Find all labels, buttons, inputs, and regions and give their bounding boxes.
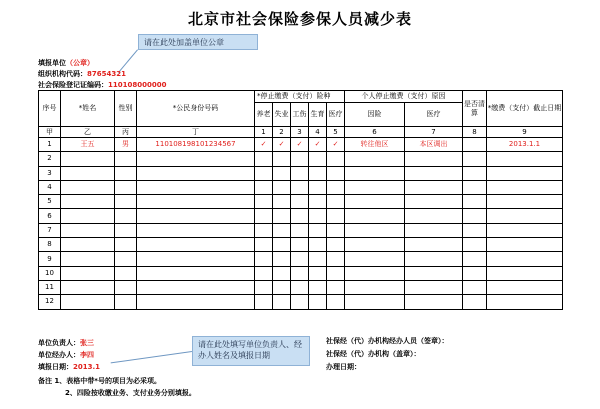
table-cell <box>463 223 487 237</box>
unit-line <box>38 58 94 68</box>
table-cell <box>327 223 345 237</box>
table-cell <box>463 252 487 266</box>
reg-code-line <box>38 80 166 90</box>
table-cell <box>115 180 137 194</box>
table-row <box>39 138 563 152</box>
reduction-table <box>38 90 563 310</box>
table-cell <box>405 195 463 209</box>
table-cell <box>115 252 137 266</box>
table-cell <box>115 152 137 166</box>
table-cell <box>327 152 345 166</box>
table-cell <box>487 266 563 280</box>
table-cell <box>61 180 115 194</box>
row-number: 3 <box>39 166 61 180</box>
table-cell <box>291 166 309 180</box>
table-cell <box>327 209 345 223</box>
table-cell <box>137 280 255 294</box>
table-cell <box>115 238 137 252</box>
table-cell <box>273 152 291 166</box>
table-cell <box>345 223 405 237</box>
row-number: 1 <box>39 138 61 152</box>
table-cell <box>309 152 327 166</box>
table-cell: 王五 <box>61 138 115 152</box>
org-code-label: 组织机构代码： <box>38 70 87 78</box>
table-cell <box>255 152 273 166</box>
column-label: 8 <box>463 127 487 138</box>
table-cell <box>291 238 309 252</box>
note-1: 备注 1、表格中带*号的项目为必采项。 <box>38 377 161 385</box>
table-cell <box>61 295 115 309</box>
row-number: 8 <box>39 238 61 252</box>
table-cell <box>405 280 463 294</box>
column-label: 2 <box>273 127 291 138</box>
header-medical: 医疗 <box>327 103 345 127</box>
fill-date-line <box>38 362 100 372</box>
handler-label: 单位经办人： <box>38 351 80 359</box>
table-cell <box>255 180 273 194</box>
table-cell <box>273 238 291 252</box>
table-row <box>39 195 563 209</box>
table-cell: ✓ <box>273 138 291 152</box>
column-label: 7 <box>405 127 463 138</box>
table-row <box>39 166 563 180</box>
table-cell <box>255 238 273 252</box>
table-cell <box>309 195 327 209</box>
row-number: 5 <box>39 195 61 209</box>
header-end-date: *缴费（支付）截止日期 <box>487 91 563 127</box>
table-cell <box>273 295 291 309</box>
table-row <box>39 280 563 294</box>
fill-date-label: 填报日期： <box>38 363 73 371</box>
table-cell <box>115 209 137 223</box>
table-row <box>39 238 563 252</box>
column-label: 1 <box>255 127 273 138</box>
unit-label: 填报单位 <box>38 59 66 67</box>
column-label: 4 <box>309 127 327 138</box>
table-cell <box>137 166 255 180</box>
table-cell <box>61 195 115 209</box>
table-cell <box>273 223 291 237</box>
reg-code-label: 社会保险登记证编码： <box>38 81 108 89</box>
table-cell <box>137 252 255 266</box>
table-row <box>39 152 563 166</box>
table-cell <box>115 223 137 237</box>
table-cell <box>137 195 255 209</box>
table-cell <box>291 252 309 266</box>
table-cell <box>137 238 255 252</box>
row-number: 4 <box>39 180 61 194</box>
table-cell <box>115 195 137 209</box>
table-cell <box>291 209 309 223</box>
table-cell <box>255 280 273 294</box>
table-cell: ✓ <box>255 138 273 152</box>
table-cell <box>327 280 345 294</box>
header-name: *姓名 <box>61 91 115 127</box>
table-cell <box>273 195 291 209</box>
column-label: 3 <box>291 127 309 138</box>
table-cell <box>487 209 563 223</box>
table-cell <box>327 238 345 252</box>
unit-head-line <box>38 338 94 348</box>
table-cell <box>291 223 309 237</box>
table-cell <box>309 266 327 280</box>
column-label: 5 <box>327 127 345 138</box>
process-date-label: 办理日期： <box>326 363 361 371</box>
header-injury: 工伤 <box>291 103 309 127</box>
column-label: 丙 <box>115 127 137 138</box>
table-cell <box>405 180 463 194</box>
table-cell <box>463 295 487 309</box>
table-cell <box>327 195 345 209</box>
table-cell <box>291 266 309 280</box>
org-code-line <box>38 69 126 79</box>
table-cell <box>345 152 405 166</box>
table-cell <box>487 223 563 237</box>
table-row <box>39 209 563 223</box>
table-cell <box>309 223 327 237</box>
table-cell <box>487 238 563 252</box>
table-cell: ✓ <box>309 138 327 152</box>
table-cell <box>137 223 255 237</box>
table-cell <box>115 295 137 309</box>
row-number: 7 <box>39 223 61 237</box>
table-cell <box>327 295 345 309</box>
table-cell <box>255 266 273 280</box>
table-cell: 本区调出 <box>405 138 463 152</box>
table-cell <box>61 223 115 237</box>
table-cell <box>487 195 563 209</box>
table-cell <box>255 195 273 209</box>
table-cell <box>137 266 255 280</box>
note-2: 2、四险按收缴业务、支付业务分别填报。 <box>65 389 196 397</box>
agency-seal-label: 社保经（代）办机构（盖章）： <box>326 350 421 358</box>
table-cell <box>273 252 291 266</box>
table-cell: ✓ <box>291 138 309 152</box>
signer-callout: 请在此处填写单位负责人、经办人姓名及填报日期 <box>192 336 310 366</box>
table-row <box>39 223 563 237</box>
table-row <box>39 252 563 266</box>
table-cell <box>309 166 327 180</box>
table-cell <box>137 295 255 309</box>
table-cell <box>255 166 273 180</box>
unit-head-value: 张三 <box>80 339 94 347</box>
callout-pointer <box>111 351 192 363</box>
table-cell <box>405 266 463 280</box>
table-cell <box>345 252 405 266</box>
table-row <box>39 180 563 194</box>
table-cell <box>487 180 563 194</box>
table-cell <box>463 266 487 280</box>
table-cell: 男 <box>115 138 137 152</box>
table-cell <box>61 252 115 266</box>
table-cell <box>255 295 273 309</box>
table-cell <box>61 166 115 180</box>
table-cell <box>137 152 255 166</box>
table-cell <box>61 266 115 280</box>
table-cell <box>115 266 137 280</box>
row-number: 12 <box>39 295 61 309</box>
table-cell <box>309 238 327 252</box>
table-cell <box>463 195 487 209</box>
table-cell <box>309 252 327 266</box>
table-cell <box>405 166 463 180</box>
table-cell <box>487 295 563 309</box>
table-cell <box>345 295 405 309</box>
header-pension: 养老 <box>255 103 273 127</box>
unit-value: （公章） <box>66 59 94 67</box>
seal-callout: 请在此处加盖单位公章 <box>138 34 258 50</box>
header-reason-pension: 因险 <box>345 103 405 127</box>
table-cell <box>345 280 405 294</box>
table-cell <box>137 209 255 223</box>
table-cell <box>405 223 463 237</box>
column-label: 丁 <box>137 127 255 138</box>
table-cell <box>61 152 115 166</box>
header-reason-medical: 医疗 <box>405 103 463 127</box>
fill-date-value: 2013.1 <box>73 363 101 371</box>
column-label: 6 <box>345 127 405 138</box>
header-clearing: 是否清算 <box>463 91 487 127</box>
handler-line <box>38 350 94 360</box>
table-cell <box>309 209 327 223</box>
table-cell <box>405 252 463 266</box>
table-row <box>39 295 563 309</box>
table-cell <box>291 280 309 294</box>
table-cell <box>273 280 291 294</box>
table-cell <box>405 152 463 166</box>
org-code-value: 87654321 <box>87 70 126 78</box>
header-individual-reason: 个人停止缴费（支付）原因 <box>345 91 463 103</box>
table-cell <box>137 180 255 194</box>
table-cell <box>487 252 563 266</box>
agency-person-label: 社保经（代）办机构经办人员（签章）： <box>326 337 449 345</box>
table-cell <box>487 166 563 180</box>
table-cell <box>255 252 273 266</box>
table-cell: ✓ <box>327 138 345 152</box>
row-number: 9 <box>39 252 61 266</box>
table-cell <box>463 152 487 166</box>
table-cell: 110108198101234567 <box>137 138 255 152</box>
table-cell <box>309 280 327 294</box>
table-cell <box>345 180 405 194</box>
table-cell <box>327 166 345 180</box>
table-cell <box>463 180 487 194</box>
table-row <box>39 266 563 280</box>
table-cell <box>463 138 487 152</box>
table-cell <box>273 166 291 180</box>
table-cell <box>487 280 563 294</box>
row-number: 2 <box>39 152 61 166</box>
row-number: 10 <box>39 266 61 280</box>
reg-code-value: 110108000000 <box>108 81 167 89</box>
header-birth: 生育 <box>309 103 327 127</box>
table-cell <box>273 209 291 223</box>
table-cell <box>61 280 115 294</box>
table-cell <box>255 223 273 237</box>
table-cell <box>273 180 291 194</box>
table-cell <box>291 195 309 209</box>
handler-value: 李四 <box>80 351 94 359</box>
table-cell <box>345 209 405 223</box>
table-cell <box>115 280 137 294</box>
table-cell <box>309 295 327 309</box>
column-label: 甲 <box>39 127 61 138</box>
table-cell <box>463 166 487 180</box>
header-id: *公民身份号码 <box>137 91 255 127</box>
header-stop-insurance: *停止缴费（支付）险种 <box>255 91 345 103</box>
table-cell <box>345 195 405 209</box>
table-cell <box>405 209 463 223</box>
table-cell <box>463 280 487 294</box>
table-cell <box>345 166 405 180</box>
table-cell <box>327 180 345 194</box>
table-cell <box>291 180 309 194</box>
table-cell <box>405 238 463 252</box>
column-label: 乙 <box>61 127 115 138</box>
table-cell <box>327 252 345 266</box>
table-cell <box>291 295 309 309</box>
table-cell <box>487 152 563 166</box>
table-cell: 转往他区 <box>345 138 405 152</box>
table-cell <box>463 238 487 252</box>
column-label: 9 <box>487 127 563 138</box>
table-cell <box>61 209 115 223</box>
table-cell <box>345 238 405 252</box>
table-cell <box>345 266 405 280</box>
table-cell <box>115 166 137 180</box>
table-cell <box>291 152 309 166</box>
table-cell <box>327 266 345 280</box>
table-cell <box>255 209 273 223</box>
table-cell: 2013.1.1 <box>487 138 563 152</box>
table-cell <box>61 238 115 252</box>
header-seq: 序号 <box>39 91 61 127</box>
table-cell <box>405 295 463 309</box>
table-cell <box>463 209 487 223</box>
unit-head-label: 单位负责人： <box>38 339 80 347</box>
row-number: 11 <box>39 280 61 294</box>
table-cell <box>273 266 291 280</box>
row-number: 6 <box>39 209 61 223</box>
header-gender: 性别 <box>115 91 137 127</box>
form-title: 北京市社会保险参保人员减少表 <box>187 10 412 28</box>
table-cell <box>309 180 327 194</box>
header-unemployment: 失业 <box>273 103 291 127</box>
